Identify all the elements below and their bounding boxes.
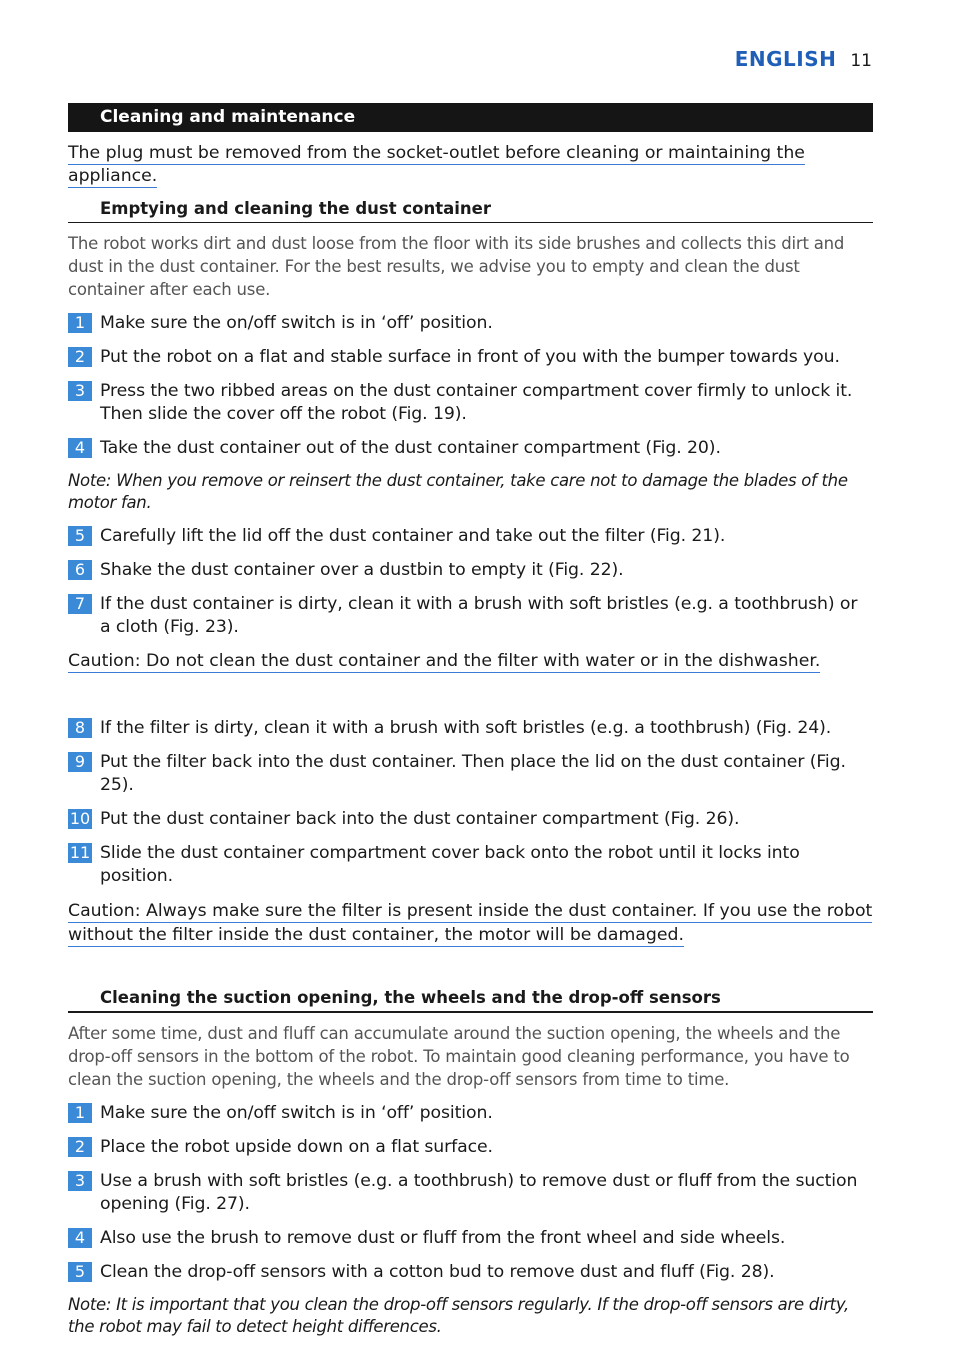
step-text: Make sure the on/off switch is in ‘off’ position. [100,313,493,333]
step-text: Put the filter back into the dust container. Then place the lid on the dust container (Fig. 25). [100,752,846,795]
step-number: 6 [68,560,92,580]
language-label: ENGLISH [734,47,837,71]
step-item [68,1170,873,1216]
caution-water: Caution: Do not clean the dust container and the filter with water or in the dishwasher. [68,651,821,671]
step-number: 2 [68,347,92,367]
step-number: 1 [68,1103,92,1123]
step-number: 1 [68,313,92,333]
step-text: Use a brush with soft bristles (e.g. a toothbrush) to remove dust or fluff from the suction opening (Fig. 27). [100,1171,858,1214]
page-number: 11 [850,51,872,71]
step-text: Put the robot on a flat and stable surface in front of you with the bumper towards you. [100,347,840,367]
step-number: 11 [69,843,91,862]
step-text: Also use the brush to remove dust or fluff from the front wheel and side wheels. [100,1228,786,1248]
page-header [735,47,872,71]
section-title: Cleaning and maintenance [68,103,873,132]
dust-steps-a [68,312,873,460]
step-text: Shake the dust container over a dustbin to empty it (Fig. 22). [100,560,624,580]
dust-steps-c [68,717,873,888]
step-text: Place the robot upside down on a flat surface. [100,1137,493,1157]
step-item [68,808,873,831]
step-item [68,312,873,335]
step-text: Slide the dust container compartment cover back onto the robot until it locks into position. [100,843,800,886]
spacer [68,947,873,977]
step-number: 5 [68,1262,92,1282]
step-text: If the filter is dirty, clean it with a brush with soft bristles (e.g. a toothbrush) (Fig. 24). [100,718,832,738]
step-number: 7 [68,594,92,614]
step-item [68,1261,873,1284]
step-item [68,842,873,888]
caution-filter-block [68,899,873,947]
motor-fan-note: Note: When you remove or reinsert the dust container, take care not to damage the blades of the motor fan. [68,471,848,512]
step-number: 4 [68,438,92,458]
step-text: Clean the drop-off sensors with a cotton bud to remove dust and fluff (Fig. 28). [100,1262,775,1282]
step-item [68,559,873,582]
caution-filter-line-1: Caution: Always make sure the filter is present inside the dust container. If you use the robot [68,901,873,921]
step-number: 9 [68,752,92,772]
page-content [68,103,873,1338]
drop-off-sensor-note: Note: It is important that you clean the drop-off sensors regularly. If the drop-off sensors are dirty, the robot may fail to detect height differences. [68,1295,849,1336]
suction-steps [68,1102,873,1284]
dust-container-heading: Emptying and cleaning the dust container [68,198,873,223]
step-item [68,593,873,639]
step-number: 8 [68,718,92,738]
step-text: Carefully lift the lid off the dust container and take out the filter (Fig. 21). [100,526,726,546]
step-number: 10 [69,809,91,828]
step-item [68,1102,873,1125]
dust-steps-b [68,525,873,639]
plug-warning-block [68,142,873,188]
step-item [68,751,873,797]
step-text: If the dust container is dirty, clean it with a brush with soft bristles (e.g. a toothbrush) or a cloth (Fig. 23). [100,594,858,637]
step-number: 3 [68,381,92,401]
dust-container-intro: The robot works dirt and dust loose from the floor with its side brushes and collects this dirt and dust in the dust container. For the best results, we advise you to empty and clean the dust container after each use. [68,234,845,299]
caution-filter-line-2: without the filter inside the dust container, the motor will be damaged. [68,925,684,945]
step-text: Make sure the on/off switch is in ‘off’ position. [100,1103,493,1123]
step-number: 4 [68,1228,92,1248]
step-number: 5 [68,526,92,546]
spacer [68,673,873,706]
step-item [68,437,873,460]
step-item [68,717,873,740]
step-text: Put the dust container back into the dust container compartment (Fig. 26). [100,809,740,829]
step-number: 2 [68,1137,92,1157]
step-item [68,346,873,369]
step-number: 3 [68,1171,92,1191]
step-item [68,1136,873,1159]
suction-intro: After some time, dust and fluff can accumulate around the suction opening, the wheels and the drop-off sensors in the bottom of the robot. To maintain good cleaning performance, you have to clean the suction opening, the wheels and the drop-off sensors from time to time. [68,1024,850,1089]
step-text: Press the two ribbed areas on the dust container compartment cover firmly to unlock it. Then slide the cover off the robot (Fig. 19). [100,381,853,424]
caution-water-block [68,650,873,673]
plug-warning: The plug must be removed from the socket-outlet before cleaning or maintaining the appliance. [68,143,805,186]
step-item [68,1227,873,1250]
step-item [68,525,873,548]
suction-heading: Cleaning the suction opening, the wheels and the drop-off sensors [68,987,873,1013]
step-text: Take the dust container out of the dust container compartment (Fig. 20). [100,438,721,458]
step-item [68,380,873,426]
